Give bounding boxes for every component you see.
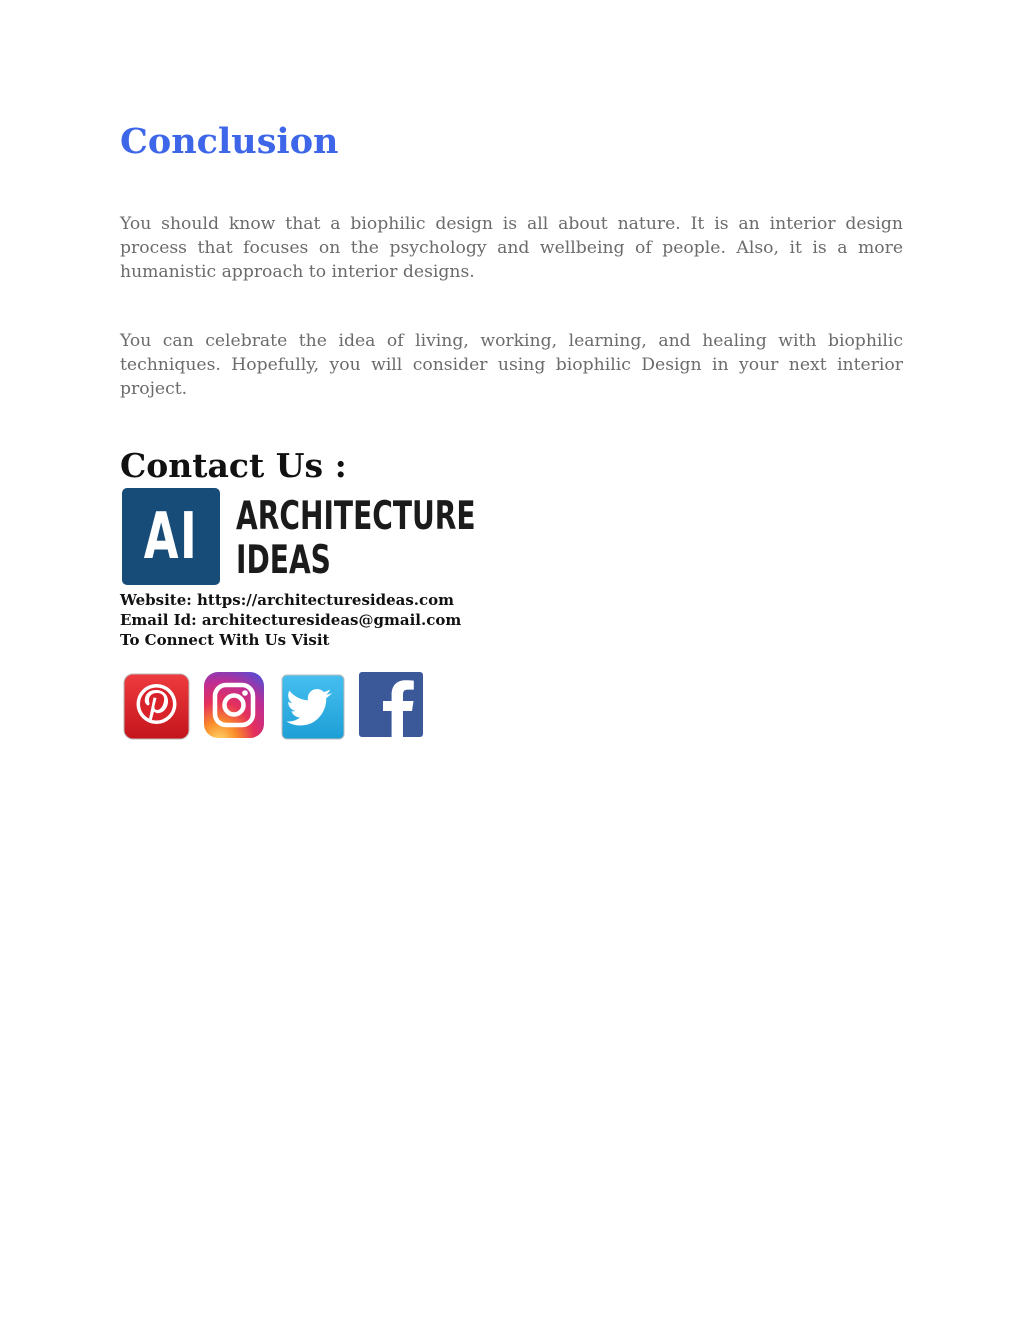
contact-heading: Contact Us : <box>120 446 347 485</box>
facebook-icon[interactable] <box>358 671 424 738</box>
logo-wordmark-line-1: ARCHITECTURE <box>236 494 476 539</box>
website-link[interactable]: Website: https://architecturesideas.com <box>120 591 455 609</box>
email-link[interactable]: Email Id: architecturesideas@gmail.com <box>120 611 462 629</box>
architecture-ideas-logo <box>122 488 500 586</box>
logo-mark <box>122 488 220 585</box>
twitter-icon[interactable] <box>281 674 345 740</box>
conclusion-paragraph-2: You can celebrate the idea of living, working, learning, and healing with biophilic techniques. Hopefully, you will consider using biophilic Design in your next interior project. <box>120 331 903 399</box>
conclusion-heading: Conclusion <box>120 121 339 162</box>
logo-wordmark-line-2: IDEAS <box>236 538 331 583</box>
conclusion-paragraph-1: You should know that a biophilic design is all about nature. It is an interior design process that focuses on the psychology and wellbeing of people. Also, it is a more humanistic approach to interior designs. <box>120 214 903 282</box>
logo-letters: AI <box>143 499 199 574</box>
social-icons <box>123 668 433 744</box>
connect-text: To Connect With Us Visit <box>120 631 330 649</box>
instagram-icon[interactable] <box>203 668 265 742</box>
pinterest-icon[interactable] <box>123 673 190 740</box>
